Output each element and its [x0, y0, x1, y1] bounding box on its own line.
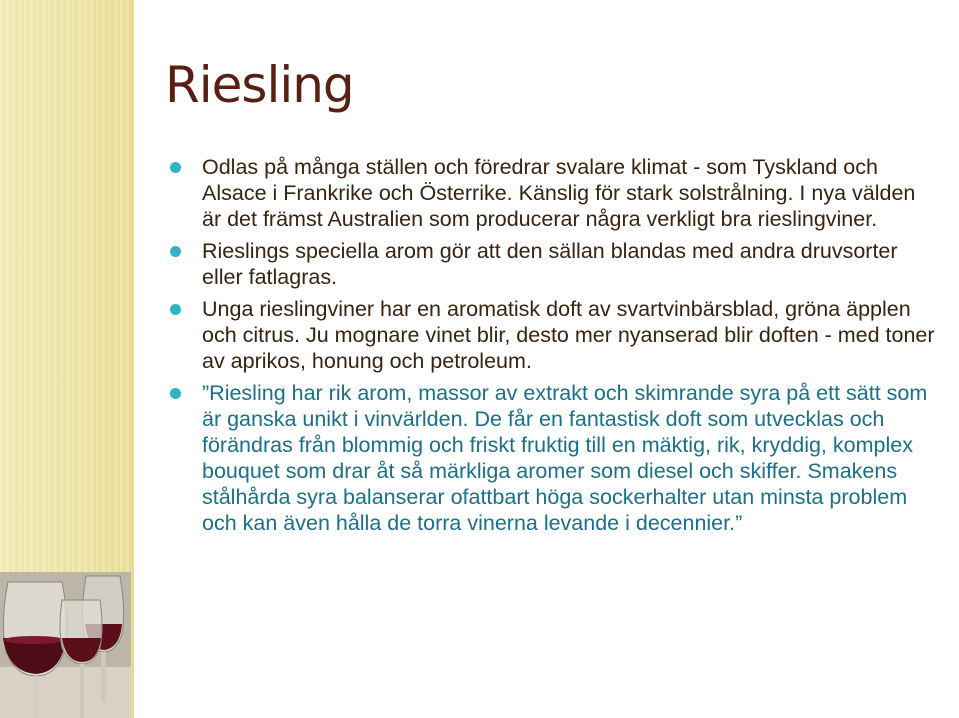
bullet-text: Unga rieslingviner har en aromatisk doft av svartvinbärsblad, gröna äpplen och citrus. Ju mognare vinet blir, desto mer nyanserad blir doften - med toner av aprikos, honung och petroleum. [202, 297, 935, 373]
bullet-item-quote [168, 380, 938, 536]
bullet-item [168, 238, 938, 290]
bullet-icon [170, 246, 181, 257]
open-quote: ” [202, 381, 210, 405]
bullet-text: Odlas på många ställen och föredrar svalare klimat - som Tyskland och Alsace i Frankrike och Österrike. Känslig för stark solstrålning. I nya välden är det främst Australien som producerar några verkligt bra rieslingviner. [202, 155, 916, 231]
slide-title: Riesling [165, 56, 354, 114]
bullet-icon [170, 304, 181, 315]
bullet-item [168, 296, 938, 374]
close-quote: ” [735, 511, 743, 535]
quote-text: Riesling har rik arom, massor av extrakt och skimrande syra på ett sätt som är ganska unikt i vinvärlden. De får en fantastisk doft som utvecklas och förändras från blommig och friskt fruktig till en mäktig, rik, kryddig, komplex bouquet som drar åt så märkliga aromer som diesel och skiffer. Smakens stålhårda syra balanserar ofattbart höga sockerhalter utan minsta problem och kan även hålla de torra vinerna levande i decennier. [202, 381, 928, 535]
wine-glasses-photo [0, 572, 131, 718]
wine-glasses-illustration [0, 572, 131, 718]
bullet-list [168, 154, 938, 542]
bullet-icon [170, 388, 181, 399]
sidebar-edge [131, 0, 134, 718]
bullet-icon [170, 162, 181, 173]
bullet-text: Rieslings speciella arom gör att den sällan blandas med andra druvsorter eller fatlagras. [202, 239, 898, 289]
bullet-item [168, 154, 938, 232]
